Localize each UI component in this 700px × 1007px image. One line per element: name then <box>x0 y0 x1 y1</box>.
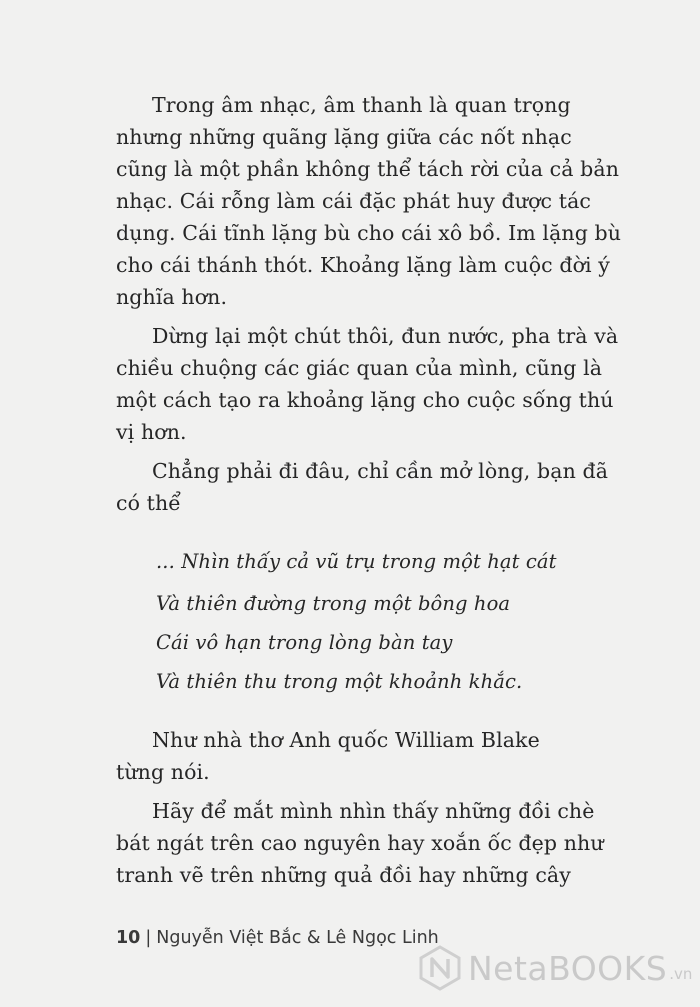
text-line: chiều chuộng các giác quan của mình, cũng là <box>116 356 603 380</box>
text-line: có thể <box>116 491 181 515</box>
text-line: nhưng những quãng lặng giữa các nốt nhạc <box>116 125 572 149</box>
page-number: 10 <box>116 928 141 948</box>
text-line: Hãy để mắt mình nhìn thấy những đồi chè <box>152 799 595 823</box>
text-line: Chẳng phải đi đâu, chỉ cần mở lòng, bạn đã <box>152 459 609 483</box>
text-line: từng nói. <box>116 760 210 784</box>
text-line: cũng là một phần không thể tách rời của cả bản <box>116 157 620 181</box>
verse-line: ... Nhìn thấy cả vũ trụ trong một hạt cát <box>156 550 557 573</box>
text-line: dụng. Cái tĩnh lặng bù cho cái xô bồ. Im lặng bù <box>116 221 622 245</box>
watermark-brand: NetaBOOKS <box>468 948 668 988</box>
text-line: cho cái thánh thót. Khoảng lặng làm cuộc đời ý <box>116 253 610 277</box>
text-line: bát ngát trên cao nguyên hay xoắn ốc đẹp như <box>116 831 604 855</box>
text-line: Như nhà thơ Anh quốc William Blake <box>152 728 540 752</box>
text-line: vị hơn. <box>116 420 187 444</box>
watermark-suffix: .vn <box>669 965 693 983</box>
footer-separator: | <box>145 928 152 948</box>
text-line: Trong âm nhạc, âm thanh là quan trọng <box>152 93 571 117</box>
text-line: một cách tạo ra khoảng lặng cho cuộc sống thú <box>116 388 614 412</box>
netabooks-logo-icon <box>416 944 464 992</box>
text-line: tranh vẽ trên những quả đồi hay những cây <box>116 863 571 887</box>
text-line: nhạc. Cái rỗng làm cái đặc phát huy được tác <box>116 189 591 213</box>
verse-line: Cái vô hạn trong lòng bàn tay <box>156 631 453 654</box>
text-line: nghĩa hơn. <box>116 285 228 309</box>
page-footer <box>116 928 439 948</box>
text-line: Dừng lại một chút thôi, đun nước, pha trà và <box>152 324 619 348</box>
verse-line: Và thiên đường trong một bông hoa <box>156 592 511 615</box>
watermark <box>416 944 692 992</box>
footer-authors: Nguyễn Việt Bắc & Lê Ngọc Linh <box>156 928 439 948</box>
verse-line: Và thiên thu trong một khoảnh khắc. <box>156 670 523 693</box>
